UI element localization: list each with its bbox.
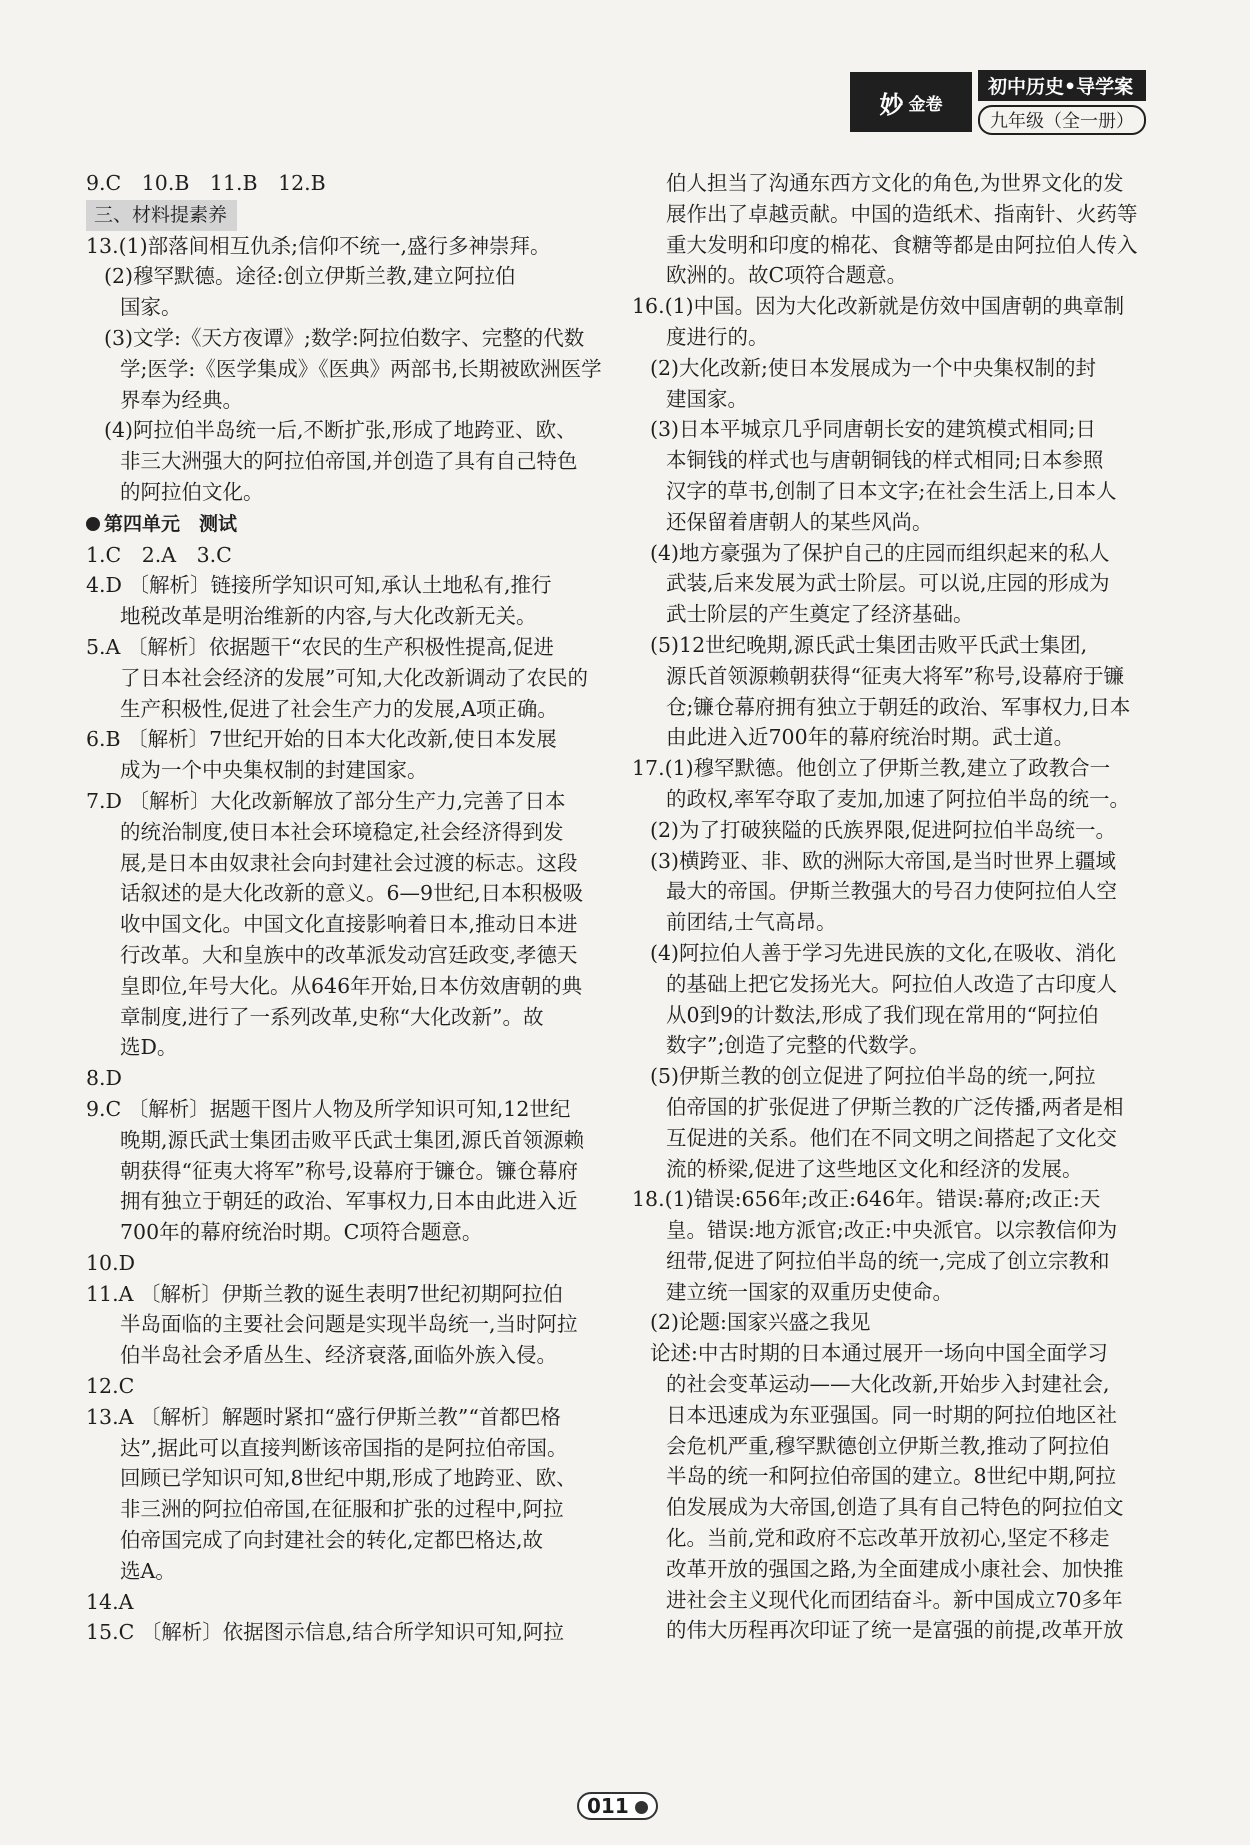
answer-line: 互促进的关系。他们在不同文明之间搭起了文化交 xyxy=(666,1125,1117,1150)
answer-line: 4.D 〔解析〕链接所学知识可知,承认土地私有,推行 xyxy=(86,573,552,598)
answer-line: 8.D xyxy=(86,1066,122,1091)
answer-line: 纽带,促进了阿拉伯半岛的统一,完成了创立宗教和 xyxy=(666,1248,1110,1273)
answer-line: (2)大化改新;使日本发展成为一个中央集权制的封 xyxy=(650,355,1096,380)
answer-line: 1.C 2.A 3.C xyxy=(86,542,232,567)
answer-line: 会危机严重,穆罕默德创立伊斯兰教,推动了阿拉伯 xyxy=(666,1433,1110,1458)
answer-line: 展,是日本由奴隶社会向封建社会过渡的标志。这段 xyxy=(120,850,578,875)
answer-line: 9.C 〔解析〕据题干图片人物及所学知识可知,12世纪 xyxy=(86,1096,571,1121)
answer-line: 的统治制度,使日本社会环境稳定,社会经济得到发 xyxy=(120,819,564,844)
answer-line: 日本迅速成为东亚强国。同一时期的阿拉伯地区社 xyxy=(666,1402,1117,1427)
answer-line: 展作出了卓越贡献。中国的造纸术、指南针、火药等 xyxy=(666,201,1138,226)
answer-line: 700年的幕府统治时期。C项符合题意。 xyxy=(120,1220,483,1245)
answer-line: 的阿拉伯文化。 xyxy=(120,479,264,504)
answer-line: 半岛面临的主要社会问题是实现半岛统一,当时阿拉 xyxy=(120,1312,578,1337)
answer-line: 源氏首领源赖朝获得“征夷大将军”称号,设幕府于镰 xyxy=(666,663,1124,688)
answer-line: 欧洲的。故C项符合题意。 xyxy=(666,263,908,288)
book-subtitle: 九年级（全一册） xyxy=(978,105,1146,135)
answer-line: 半岛的统一和阿拉伯帝国的建立。8世纪中期,阿拉 xyxy=(666,1464,1117,1489)
answer-line: 由此进入近700年的幕府统治时期。武士道。 xyxy=(666,725,1075,750)
answer-line: 6.B 〔解析〕7世纪开始的日本大化改新,使日本发展 xyxy=(86,727,557,752)
answer-line: 改革开放的强国之路,为全面建成小康社会、加快推 xyxy=(666,1556,1124,1581)
answer-line: 从0到9的计数法,形成了我们现在常用的“阿拉伯 xyxy=(666,1002,1099,1027)
answer-line: 了日本社会经济的发展”可知,大化改新调动了农民的 xyxy=(120,665,588,690)
header-titles xyxy=(972,72,1146,132)
book-title: 初中历史•导学案 xyxy=(978,70,1146,101)
page-number: 011 xyxy=(577,1792,658,1820)
answer-line: 13.A 〔解析〕解题时紧扣“盛行伊斯兰教”“首都巴格 xyxy=(86,1404,561,1429)
answer-line: 选D。 xyxy=(120,1035,178,1060)
answer-line: 收中国文化。中国文化直接影响着日本,推动日本进 xyxy=(120,912,578,937)
answer-line: (2)穆罕默德。途径:创立伊斯兰教,建立阿拉伯 xyxy=(104,264,516,289)
answer-line: (2)论题:国家兴盛之我见 xyxy=(650,1310,871,1335)
right-column xyxy=(632,168,1146,1646)
unit-bullet-icon xyxy=(86,517,100,531)
answer-line: 化。当前,党和政府不忘改革开放初心,坚定不移走 xyxy=(666,1526,1110,1551)
answer-line: 的伟大历程再次印证了统一是富强的前提,改革开放 xyxy=(666,1618,1124,1643)
answer-line: 仓;镰仓幕府拥有独立于朝廷的政治、军事权力,日本 xyxy=(666,694,1131,719)
answer-line: 武装,后来发展为武士阶层。可以说,庄园的形成为 xyxy=(666,571,1110,596)
answer-line: (3)横跨亚、非、欧的洲际大帝国,是当时世界上疆域 xyxy=(650,848,1117,873)
answer-line: 朝获得“征夷大将军”称号,设幕府于镰仓。镰仓幕府 xyxy=(120,1158,578,1183)
answer-line: 7.D 〔解析〕大化改新解放了部分生产力,完善了日本 xyxy=(86,788,566,813)
answer-line: 度进行的。 xyxy=(666,324,769,349)
answer-line: (3)文学:《天方夜谭》;数学:阿拉伯数字、完整的代数 xyxy=(104,325,585,350)
answer-line: 建国家。 xyxy=(666,386,748,411)
answer-line: 13.(1)部落间相互仇杀;信仰不统一,盛行多神崇拜。 xyxy=(86,233,551,258)
answer-line: 伯帝国的扩张促进了伊斯兰教的广泛传播,两者是相 xyxy=(666,1094,1124,1119)
answer-line: 皇即位,年号大化。从646年开始,日本仿效唐朝的典 xyxy=(120,973,583,998)
answer-line: 9.C 10.B 11.B 12.B xyxy=(86,171,326,195)
publisher-logo xyxy=(850,72,972,132)
answer-line: 非三洲的阿拉伯帝国,在征服和扩张的过程中,阿拉 xyxy=(120,1497,564,1522)
answer-line: 行改革。大和皇族中的改革派发动宫廷政变,孝德天 xyxy=(120,942,578,967)
answer-line: 17.(1)穆罕默德。他创立了伊斯兰教,建立了政教合一 xyxy=(632,756,1111,781)
answer-line: (5)12世纪晚期,源氏武士集团击败平氏武士集团, xyxy=(650,632,1088,657)
answer-line: 11.A 〔解析〕伊斯兰教的诞生表明7世纪初期阿拉伯 xyxy=(86,1281,563,1306)
answer-line: 5.A 〔解析〕依据题干“农民的生产积极性提高,促进 xyxy=(86,634,554,659)
answer-line: 重大发明和印度的棉花、食糖等都是由阿拉伯人传入 xyxy=(666,232,1138,257)
answer-line: 生产积极性,促进了社会生产力的发展,A项正确。 xyxy=(120,696,558,721)
answer-line: 界奉为经典。 xyxy=(120,387,243,412)
logo-text: 金卷 xyxy=(908,94,943,115)
section-heading: 三、材料提素养 xyxy=(86,200,237,231)
answer-line: 达”,据此可以直接判断该帝国指的是阿拉伯帝国。 xyxy=(120,1435,568,1460)
answer-line: 建立统一国家的双重历史使命。 xyxy=(666,1279,953,1304)
answer-line: (2)为了打破狭隘的氏族界限,促进阿拉伯半岛统一。 xyxy=(650,817,1117,842)
logo-mark: 妙 xyxy=(879,89,905,119)
answer-line: 学;医学:《医学集成》《医典》两部书,长期被欧洲医学 xyxy=(120,356,602,381)
answer-line: 前团结,士气高昂。 xyxy=(666,910,837,935)
answer-line: 回顾已学知识可知,8世纪中期,形成了地跨亚、欧、 xyxy=(120,1466,577,1491)
answer-line: 的基础上把它发扬光大。阿拉伯人改造了古印度人 xyxy=(666,971,1117,996)
answer-line: 最大的帝国。伊斯兰教强大的号召力使阿拉伯人空 xyxy=(666,879,1117,904)
answer-line: 伯半岛社会矛盾丛生、经济衰落,面临外族入侵。 xyxy=(120,1343,558,1368)
answer-line: 14.A xyxy=(86,1589,134,1614)
answer-line: (5)伊斯兰教的创立促进了阿拉伯半岛的统一,阿拉 xyxy=(650,1064,1096,1089)
answer-line: 成为一个中央集权制的封建国家。 xyxy=(120,758,428,783)
answer-line: 16.(1)中国。因为大化改新就是仿效中国唐朝的典章制 xyxy=(632,294,1125,319)
answer-line: (3)日本平城京几乎同唐朝长安的建筑模式相同;日 xyxy=(650,417,1096,442)
unit-heading: 第四单元 测试 xyxy=(104,512,238,535)
answer-line: 武士阶层的产生奠定了经济基础。 xyxy=(666,602,974,627)
answer-line xyxy=(86,199,600,231)
answer-line: 国家。 xyxy=(120,295,182,320)
answer-line: 伯人担当了沟通东西方文化的角色,为世界文化的发 xyxy=(666,171,1124,195)
answer-line: 流的桥梁,促进了这些地区文化和经济的发展。 xyxy=(666,1156,1083,1181)
page-header xyxy=(850,72,1146,132)
answer-line: 汉字的草书,创制了日本文字;在社会生活上,日本人 xyxy=(666,478,1117,503)
answer-line: 数字”;创造了完整的代数学。 xyxy=(666,1033,930,1058)
answer-line: 伯发展成为大帝国,创造了具有自己特色的阿拉伯文 xyxy=(666,1495,1124,1520)
answer-line: 伯帝国完成了向封建社会的转化,定都巴格达,故 xyxy=(120,1528,544,1553)
answer-line xyxy=(86,508,600,540)
answer-line: 的政权,率军夺取了麦加,加速了阿拉伯半岛的统一。 xyxy=(666,786,1131,811)
answer-line: 拥有独立于朝廷的政治、军事权力,日本由此进入近 xyxy=(120,1189,578,1214)
answer-line: 晚期,源氏武士集团击败平氏武士集团,源氏首领源赖 xyxy=(120,1127,585,1152)
answer-line: 选A。 xyxy=(120,1558,176,1583)
answer-line: 的社会变革运动——大化改新,开始步入封建社会, xyxy=(666,1372,1110,1397)
answer-line: (4)阿拉伯半岛统一后,不断扩张,形成了地跨亚、欧、 xyxy=(104,418,577,443)
answer-line: 话叙述的是大化改新的意义。6—9世纪,日本积极吸 xyxy=(120,881,584,906)
answer-line: (4)阿拉伯人善于学习先进民族的文化,在吸收、消化 xyxy=(650,940,1117,965)
answer-line: 18.(1)错误:656年;改正:646年。错误:幕府;改正:天 xyxy=(632,1187,1101,1212)
answer-line: 进社会主义现代化而团结奋斗。新中国成立70多年 xyxy=(666,1587,1123,1612)
answer-line: 还保留着唐朝人的某些风尚。 xyxy=(666,509,933,534)
answer-line: 15.C 〔解析〕依据图示信息,结合所学知识可知,阿拉 xyxy=(86,1620,564,1645)
answer-line: (4)地方豪强为了保护自己的庄园而组织起来的私人 xyxy=(650,540,1110,565)
left-column xyxy=(86,168,600,1648)
answer-line: 12.C xyxy=(86,1374,135,1399)
answer-line: 本铜钱的样式也与唐朝铜钱的样式相同;日本参照 xyxy=(666,448,1104,473)
answer-line: 地税改革是明治维新的内容,与大化改新无关。 xyxy=(120,604,537,629)
answer-line: 10.D xyxy=(86,1250,136,1275)
answer-line: 非三大洲强大的阿拉伯帝国,并创造了具有自己特色 xyxy=(120,449,578,474)
answer-line: 论述:中古时期的日本通过展开一场向中国全面学习 xyxy=(650,1341,1108,1366)
answer-line: 皇。错误:地方派官;改正:中央派官。以宗教信仰为 xyxy=(666,1218,1118,1243)
answer-line: 章制度,进行了一系列改革,史称“大化改新”。故 xyxy=(120,1004,544,1029)
